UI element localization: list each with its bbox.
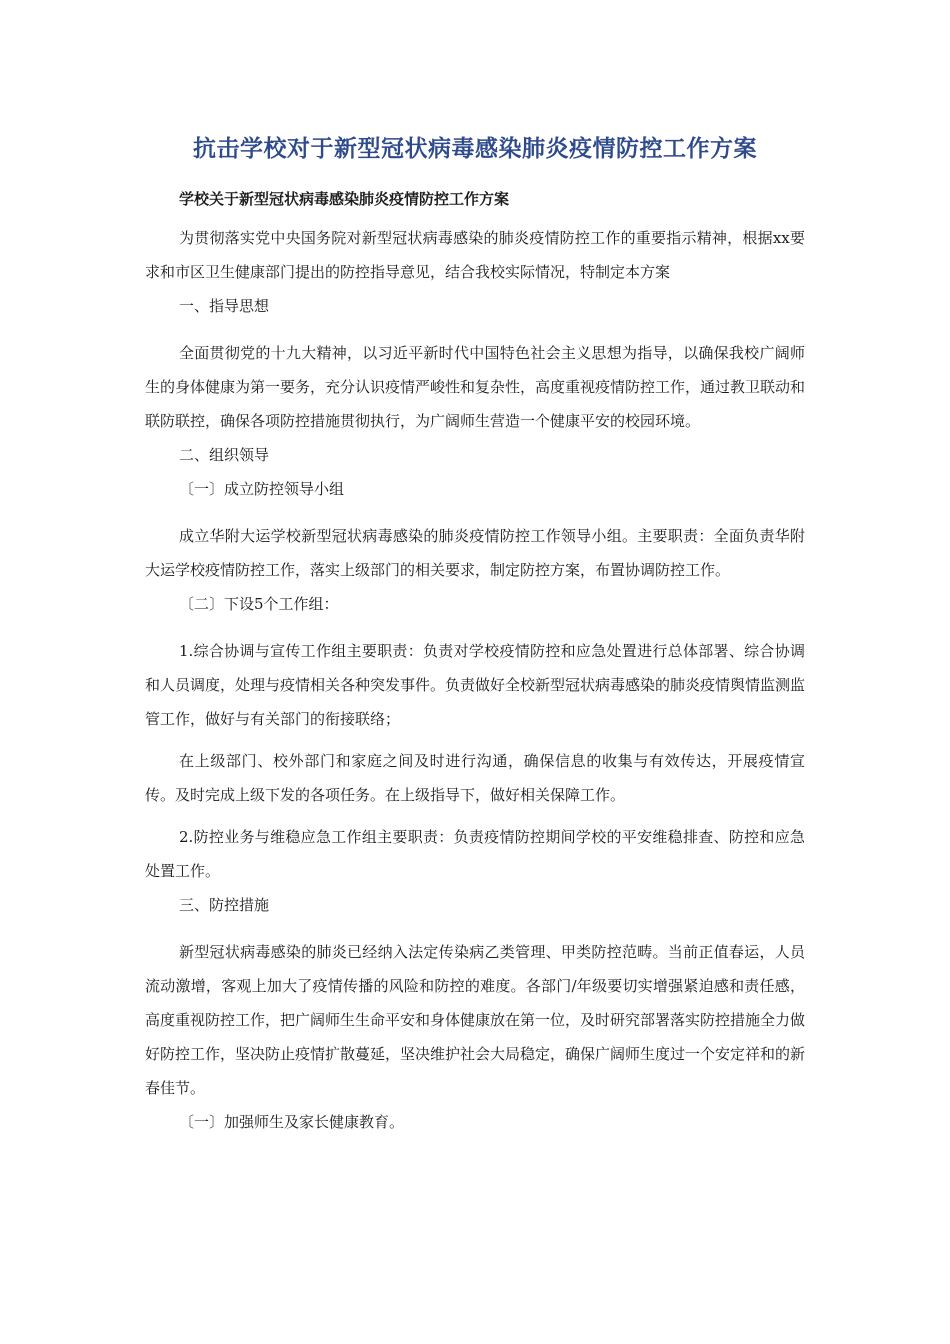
section-heading-guiding-ideology: 一、指导思想: [179, 297, 270, 315]
working-group-1-continued-paragraph: 在上级部门、校外部门和家庭之间及时进行沟通，确保信息的收集与有效传达，开展疫情宣传。及时完成上级下发的各项任务。在上级指导下，做好相关保障工作。: [145, 752, 805, 804]
document-subtitle: 学校关于新型冠状病毒感染肺炎疫情防控工作方案: [179, 190, 510, 208]
document-title: 抗击学校对于新型冠状病毒感染肺炎疫情防控工作方案: [193, 136, 757, 162]
subsection-heading-leading-group: 〔一〕成立防控领导小组: [179, 480, 345, 498]
working-group-2-paragraph: 2.防控业务与维稳应急工作组主要职责：负责疫情防控期间学校的平安维稳排查、防控和应急处置工作。: [145, 828, 805, 880]
guiding-ideology-paragraph: 全面贯彻党的十九大精神，以习近平新时代中国特色社会主义思想为指导，以确保我校广阔师生的身体健康为第一要务，充分认识疫情严峻性和复杂性，高度重视疫情防控工作，通过教卫联动和联防联控，确保各项防控措施贯彻执行，为广阔师生营造一个健康平安的校园环境。: [145, 344, 806, 430]
prevention-measures-paragraph: 新型冠状病毒感染的肺炎已经纳入法定传染病乙类管理、甲类防控范畴。当前正值春运，人员流动激增，客观上加大了疫情传播的风险和防控的难度。各部门/年级要切实增强紧迫感和责任感，高度重视防控工作，把广阔师生生命平安和身体健康放在第一位，及时研究部署落实防控措施全力做好防控工作，坚决防止疫情扩散蔓延，坚决维护社会大局稳定，确保广阔师生度过一个安定祥和的新春佳节。: [145, 943, 806, 1097]
working-group-1-paragraph: 1.综合协调与宣传工作组主要职责：负责对学校疫情防控和应急处置进行总体部署、综合协调和人员调度，处理与疫情相关各种突发事件。负责做好全校新型冠状病毒感染的肺炎疫情舆情监测监管工作，做好与有关部门的衔接联络；: [145, 642, 806, 728]
leading-group-paragraph: 成立华附大运学校新型冠状病毒感染的肺炎疫情防控工作领导小组。主要职责：全面负责华附大运学校疫情防控工作，落实上级部门的相关要求，制定防控方案，布置协调防控工作。: [145, 527, 805, 579]
intro-paragraph: 为贯彻落实党中央国务院对新型冠状病毒感染的肺炎疫情防控工作的重要指示精神，根据xx要求和市区卫生健康部门提出的防控指导意见，结合我校实际情况，特制定本方案: [145, 229, 805, 281]
section-heading-organization: 二、组织领导: [179, 446, 270, 464]
subsection-heading-working-groups: 〔二〕下设5个工作组：: [179, 595, 339, 613]
section-heading-prevention-measures: 三、防控措施: [179, 896, 270, 914]
subsection-heading-health-education: 〔一〕加强师生及家长健康教育。: [179, 1113, 405, 1131]
